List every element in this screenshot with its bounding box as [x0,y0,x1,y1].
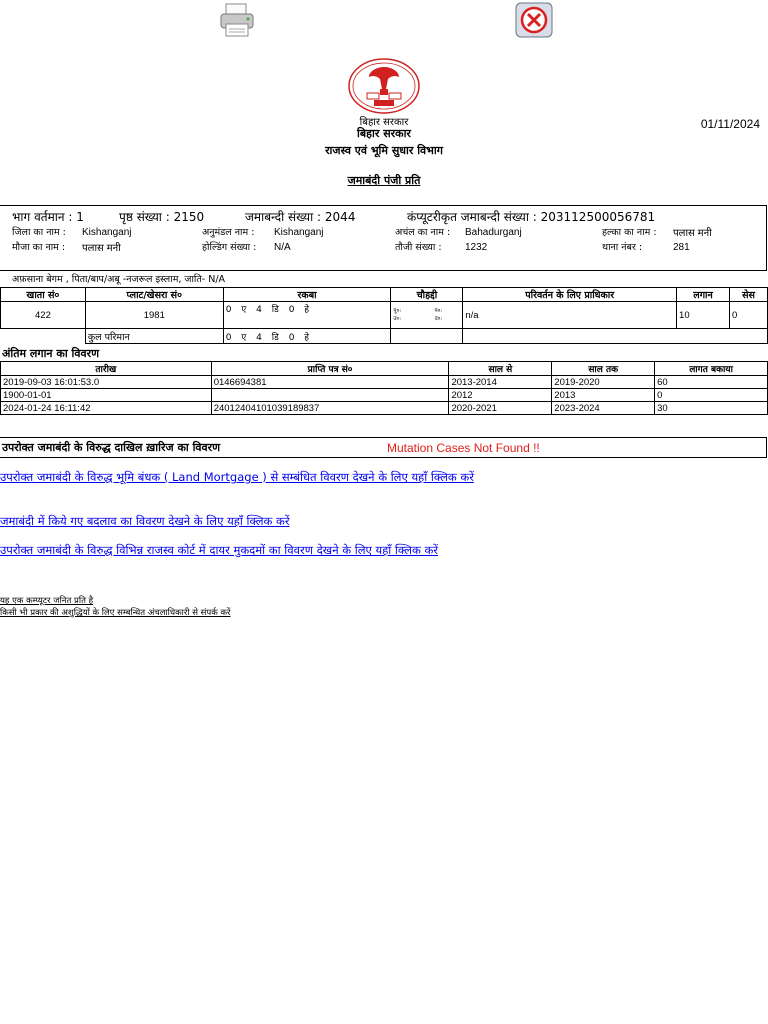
thana-label: थाना नंबर : [602,242,643,253]
lagan-year-from: 2012 [449,389,552,402]
anumandal-value: Kishanganj [274,227,324,238]
header-cess: सेस [729,288,767,302]
gov-name: बिहार सरकार [357,127,411,140]
lagan-receipt [211,389,449,402]
chauhaddi-west: प०: [434,308,443,314]
header-chauhaddi: चौहद्दी [391,288,463,302]
zila-value: Kishanganj [82,227,132,238]
holding-value: N/A [274,242,291,253]
jamabandi-sankhya: जमाबन्दी संख्या : 2044 [245,210,356,224]
lagan-receipt: 24012404101039189837 [211,402,449,415]
lagan-year-from: 2020-2021 [449,402,552,415]
mutation-status: Mutation Cases Not Found !! [387,441,540,455]
table-row [1,302,768,329]
computer-jamabandi-sankhya: कंप्यूटरीकृत जमाबन्दी संख्या : 203112500056781 [407,210,656,224]
rakba-value: 0 ए 4 डि 0 हे [223,302,391,329]
lagan-date: 1900-01-01 [1,389,212,402]
lagan-dues: 30 [655,402,768,415]
department-name: राजस्व एवं भूमि सुधार विभाग [325,144,443,157]
anumandal-label: अनुमंडल नाम : [202,227,255,238]
mutation-title: उपरोक्त जमाबंदी के विरुद्ध दाखिल ख़ारिज का विवरण [2,441,221,454]
header-rakba: रकबा [223,288,391,302]
lagan-dues: 0 [655,389,768,402]
lagan-year-to: 2023-2024 [552,402,655,415]
chauhaddi-east: पू०: [393,308,402,314]
plot-number: 1981 [85,302,223,329]
lagan-date: 2019-09-03 16:01:53.0 [1,376,212,389]
lagan-year-from: 2013-2014 [449,376,552,389]
khata-number: 422 [1,302,86,329]
close-icon[interactable] [515,2,553,38]
table-row [1,389,768,402]
lagan-dues: 60 [655,376,768,389]
lagan-date: 2024-01-24 16:11:42 [1,402,212,415]
lagan-year-to: 2019-2020 [552,376,655,389]
thana-value: 281 [673,242,690,253]
header-khata: खाता सं० [1,288,86,302]
header-date: तारीख [1,362,212,376]
lagan-receipt: 0146694381 [211,376,449,389]
anchal-label: अचंल का नाम : [395,227,451,238]
header-authority: परिवर्तन के लिए प्राधिकार [463,288,677,302]
chauhaddi-cell [391,302,463,329]
mauja-value: पलास मनी [82,243,121,254]
gov-small-label: बिहार सरकार [359,117,409,128]
jamabandi-changes-link[interactable]: जमाबंदी में किये गए बदलाव का विवरण देखने के लिए यहाँ क्लिक करें [0,514,290,528]
header-year-from: साल से [449,362,552,376]
authority-value: n/a [463,302,677,329]
table-row [1,376,768,389]
khata-header-row [1,288,768,302]
total-rakba: 0 ए 4 डि 0 हे [223,329,391,344]
computer-generated-note: यह एक कम्प्यूटर जनित प्रति है [0,596,94,606]
lagan-section-title: अंतिम लगान का विवरण [2,347,100,360]
chauhaddi-north: उ०: [393,316,402,322]
bihar-emblem-logo [347,57,421,115]
halka-label: हल्का का नाम : [602,227,657,238]
header-plot: प्लाट/खेसरा सं० [85,288,223,302]
total-label: कुल परिमान [85,329,223,344]
print-date: 01/11/2024 [700,117,760,131]
page-title: जमाबंदी पंजी प्रति [347,174,421,187]
lagan-year-to: 2013 [552,389,655,402]
header-receipt: प्राप्ति पत्र सं० [211,362,449,376]
cess-value: 0 [729,302,767,329]
khata-table [0,287,768,344]
tauzi-value: 1232 [465,242,488,253]
court-cases-link[interactable]: उपरोक्त जमाबंदी के विरुद्ध विभिन्न राजस्व कोर्ट में दायर मुकदमों का विवरण देखने के लिए यहाँ क्लिक करें [0,543,438,557]
lagan-header-row [1,362,768,376]
land-mortgage-link[interactable]: उपरोक्त जमाबंदी के विरुद्ध भूमि बंधक ( Land Mortgage ) से सम्बंधित विवरण देखने के लिए यहाँ क्लिक करें [0,470,474,484]
anchal-value: Bahadurganj [465,227,522,238]
zila-label: जिला का नाम : [12,227,66,238]
owner-details: अफ़साना बेगम , पिता/बाप/अबू -नजरूल इस्लाम, जाति- N/A [12,274,226,285]
total-empty [1,329,86,344]
printer-icon[interactable] [218,2,256,38]
halka-value: पलास मनी [673,228,712,239]
total-empty-3 [463,329,768,344]
table-row [1,402,768,415]
lagan-value: 10 [677,302,730,329]
tauzi-label: तौजी संख्या : [395,242,442,253]
total-empty-2 [391,329,463,344]
lagan-table [0,361,768,415]
holding-label: होल्डिंग संख्या : [202,242,257,253]
prishth-sankhya: पृष्ठ संख्या : 2150 [119,210,205,224]
header-dues: लागत बकाया [655,362,768,376]
header-lagan: लगान [677,288,730,302]
total-row [1,329,768,344]
header-year-to: साल तक [552,362,655,376]
bhag-vartaman: भाग वर्तमान : 1 [12,210,84,224]
contact-officer-note: किसी भी प्रकार की अशुद्धियों के लिए सम्बन्धित अंचलाधिकारी से संपर्क करें [0,608,231,618]
mauja-label: मौजा का नाम : [12,242,66,253]
chauhaddi-south: द०: [434,316,443,322]
